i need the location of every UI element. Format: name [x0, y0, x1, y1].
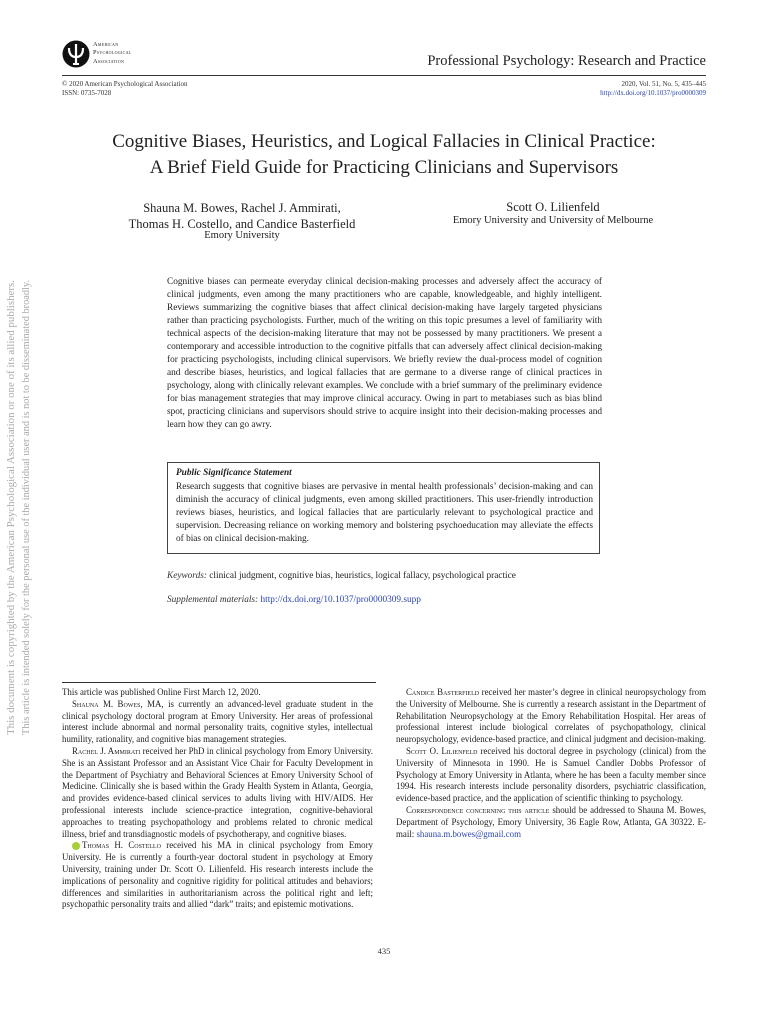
author-bio: , MA, is currently an advanced-level graduate student in the clinical psychology doctoral program at Emory University. Her areas of professional interest include abnormal and normal personality traits, cognitive styles, intellectual humility, rationality, and cognitive bias management strategies. — [62, 698, 373, 745]
title-line: Cognitive Biases, Heuristics, and Logical Fallacies in Clinical Practice: — [112, 131, 656, 152]
title-line: A Brief Field Guide for Practicing Clinicians and Supervisors — [149, 157, 619, 178]
author-name: Scott O. Lilienfeld — [406, 745, 478, 756]
authors-left — [62, 200, 422, 232]
author-name: Thomas H. Costello — [82, 840, 161, 851]
citation-block — [600, 80, 706, 97]
author-line: Shauna M. Bowes, Rachel J. Ammirati, — [143, 201, 341, 215]
supplemental-link[interactable]: http://dx.doi.org/10.1037/pro0000309.supp — [260, 595, 421, 605]
footnote-column-left — [62, 687, 373, 911]
footnote-divider — [62, 682, 376, 683]
watermark-line: This document is copyrighted by the American Psychological Association or one of its allied publishers. — [5, 276, 17, 735]
doi-link[interactable]: http://dx.doi.org/10.1037/pro0000309 — [600, 88, 706, 97]
author-note-basterfield — [396, 687, 706, 746]
keywords-text: clinical judgment, cognitive bias, heuristics, logical fallacy, psychological practice — [209, 571, 516, 581]
copyright-watermark — [0, 270, 35, 740]
orcid-icon[interactable] — [72, 842, 80, 850]
author-bio: received her PhD in clinical psychology from Emory University. She is an Assistant Professor and an Assistant Vice Chair for Faculty Development in the Department of Psychiatry and Behavioral Sciences at Emory University School of Medicine. Clinically she is based within the Grady Health System in Atlanta, Georgia, and provides evidence-based clinical services to adults living with HIV/AIDS. Her professional interests include science-practice integration, cognitive-behavioral approaches to treating psychopathology and problems related to chronic medical illness, brief and transdiagnostic models of psychotherapy, and cognitive biases. — [62, 745, 373, 839]
citation-line: 2020, Vol. 51, No. 5, 435–445 — [621, 80, 706, 88]
significance-body: Research suggests that cognitive biases are pervasive in mental health professionals’ decision-making and can diminish the accuracy of clinical judgments, even among skilled practitioners. This user-friendly introduction reviews biases, heuristics, and logical fallacies that are particularly relevant to psychological practice and supervision. Decreasing reliance on working memory and bolstering psychoeducation may alleviate the effects of bias on clinical decision-making. — [176, 482, 593, 544]
journal-title: Professional Psychology: Research and Practice — [427, 53, 706, 69]
abstract: Cognitive biases can permeate everyday clinical decision-making processes and adversely affect the accuracy of clinical judgments, even among the many practitioners who are capable, knowledgeable, and highly intelligent. Reviews summarizing the cognitive biases that affect clinical decision-making have largely targeted physicians rather than practicing psychologists. Further, much of the writing on this topic presumes a level of familiarity with technical aspects of the decision-making literature that may not be possessed by many practitioners. We present a contemporary and accessible introduction to the cognitive pitfalls that can adversely affect clinical decision-making for practicing psychologists, including clinical supervisors. We briefly review the dual-process model of cognition and describe biases, heuristics, and logical fallacies that are germane to a diverse range of clinical practices in psychology, along with clinically relevant examples. We conclude with a brief summary of the preliminary evidence for bias management strategies that may improve clinical accuracy. Owing in part to metabiases such as bias blind spot, practicing clinicians and supervisors should strive to acquire insight into their decision-making processes and learn how they can go awry. — [167, 277, 602, 430]
author-bio: received his MA in clinical psychology from Emory University. He is currently a fourth-year doctoral student in psychology at Emory University, training under Dr. Scott O. Lilienfeld. His research interests include the implications of personality and cognitive rigidity for political attitudes and behaviors; differences and similarities in authoritarianism across the political right and left; psychopathic personality traits and allied “dark” traits; and epistemic motivations. — [62, 840, 373, 910]
correspondence-label: Correspondence concerning this article — [406, 804, 550, 815]
apa-psi-icon — [62, 40, 90, 68]
public-significance-box — [167, 462, 600, 554]
logo-line: Psychological — [93, 49, 132, 57]
logo-line: Association — [93, 57, 125, 65]
affiliation-left: Emory University — [204, 230, 280, 241]
author-right: Scott O. Lilienfeld — [506, 200, 600, 214]
apa-logo — [62, 40, 222, 74]
correspondence-note — [396, 805, 706, 840]
author-note-costello — [62, 840, 373, 911]
apa-logo-text — [93, 41, 132, 66]
correspondence-text: should be addressed to Shauna M. Bowes, Department of Psychology, Emory University, 36 Eagle Row, Atlanta, GA 30322. E-mail: — [396, 804, 706, 839]
watermark-line: This article is intended solely for the personal use of the individual user and is not to be disseminated broadly. — [20, 270, 32, 735]
keywords-line — [167, 571, 516, 581]
author-name: Candice Basterfield — [406, 687, 480, 697]
author-name: Shauna M. Bowes — [72, 698, 141, 709]
issn-line: ISSN: 0735-7028 — [62, 88, 112, 97]
article-title — [0, 129, 768, 181]
affiliation-right: Emory University and University of Melbourne — [452, 215, 654, 226]
supplemental-label: Supplemental materials: — [167, 595, 259, 605]
supplemental-line — [167, 595, 421, 605]
author-note-bowes — [62, 699, 373, 746]
author-name: Rachel J. Ammirati — [72, 745, 141, 756]
significance-title: Public Significance Statement — [176, 468, 292, 478]
author-bio: received his doctoral degree in psychology (clinical) from the University of Minnesota in 1990. He is Samuel Candler Dobbs Professor of Psychology at Emory University in Atlanta, where he has been a faculty member since 1994. His research interests include personality disorders, psychiatric classification, evidence-based practice, and the application of scientific thinking to psychology. — [396, 745, 706, 804]
author-note-ammirati — [62, 746, 373, 840]
published-note: This article was published Online First March 12, 2020. — [62, 687, 261, 697]
header-divider — [62, 75, 706, 76]
copyright-block — [62, 80, 187, 97]
author-line: Thomas H. Costello, and Candice Basterfield — [128, 217, 356, 231]
copyright-line: © 2020 American Psychological Association — [62, 80, 188, 88]
author-note-lilienfeld — [396, 746, 706, 805]
author-bio: received her master’s degree in clinical neuropsychology from the University of Melbourne. She is currently a research assistant in the Department of Rehabilitation Neuropsychology at the Emory Rehabilitation Hospital. Her areas of professional interest include biological correlates of psychopathology, clinical neuropsychology, evidence-based practice, and clinical judgment and decision-making. — [396, 687, 706, 745]
page-number: 435 — [377, 946, 391, 956]
keywords-label: Keywords: — [167, 571, 207, 581]
email-link[interactable]: shauna.m.bowes@gmail.com — [416, 828, 522, 839]
footnote-column-right — [396, 687, 706, 840]
logo-line: American — [93, 41, 119, 48]
